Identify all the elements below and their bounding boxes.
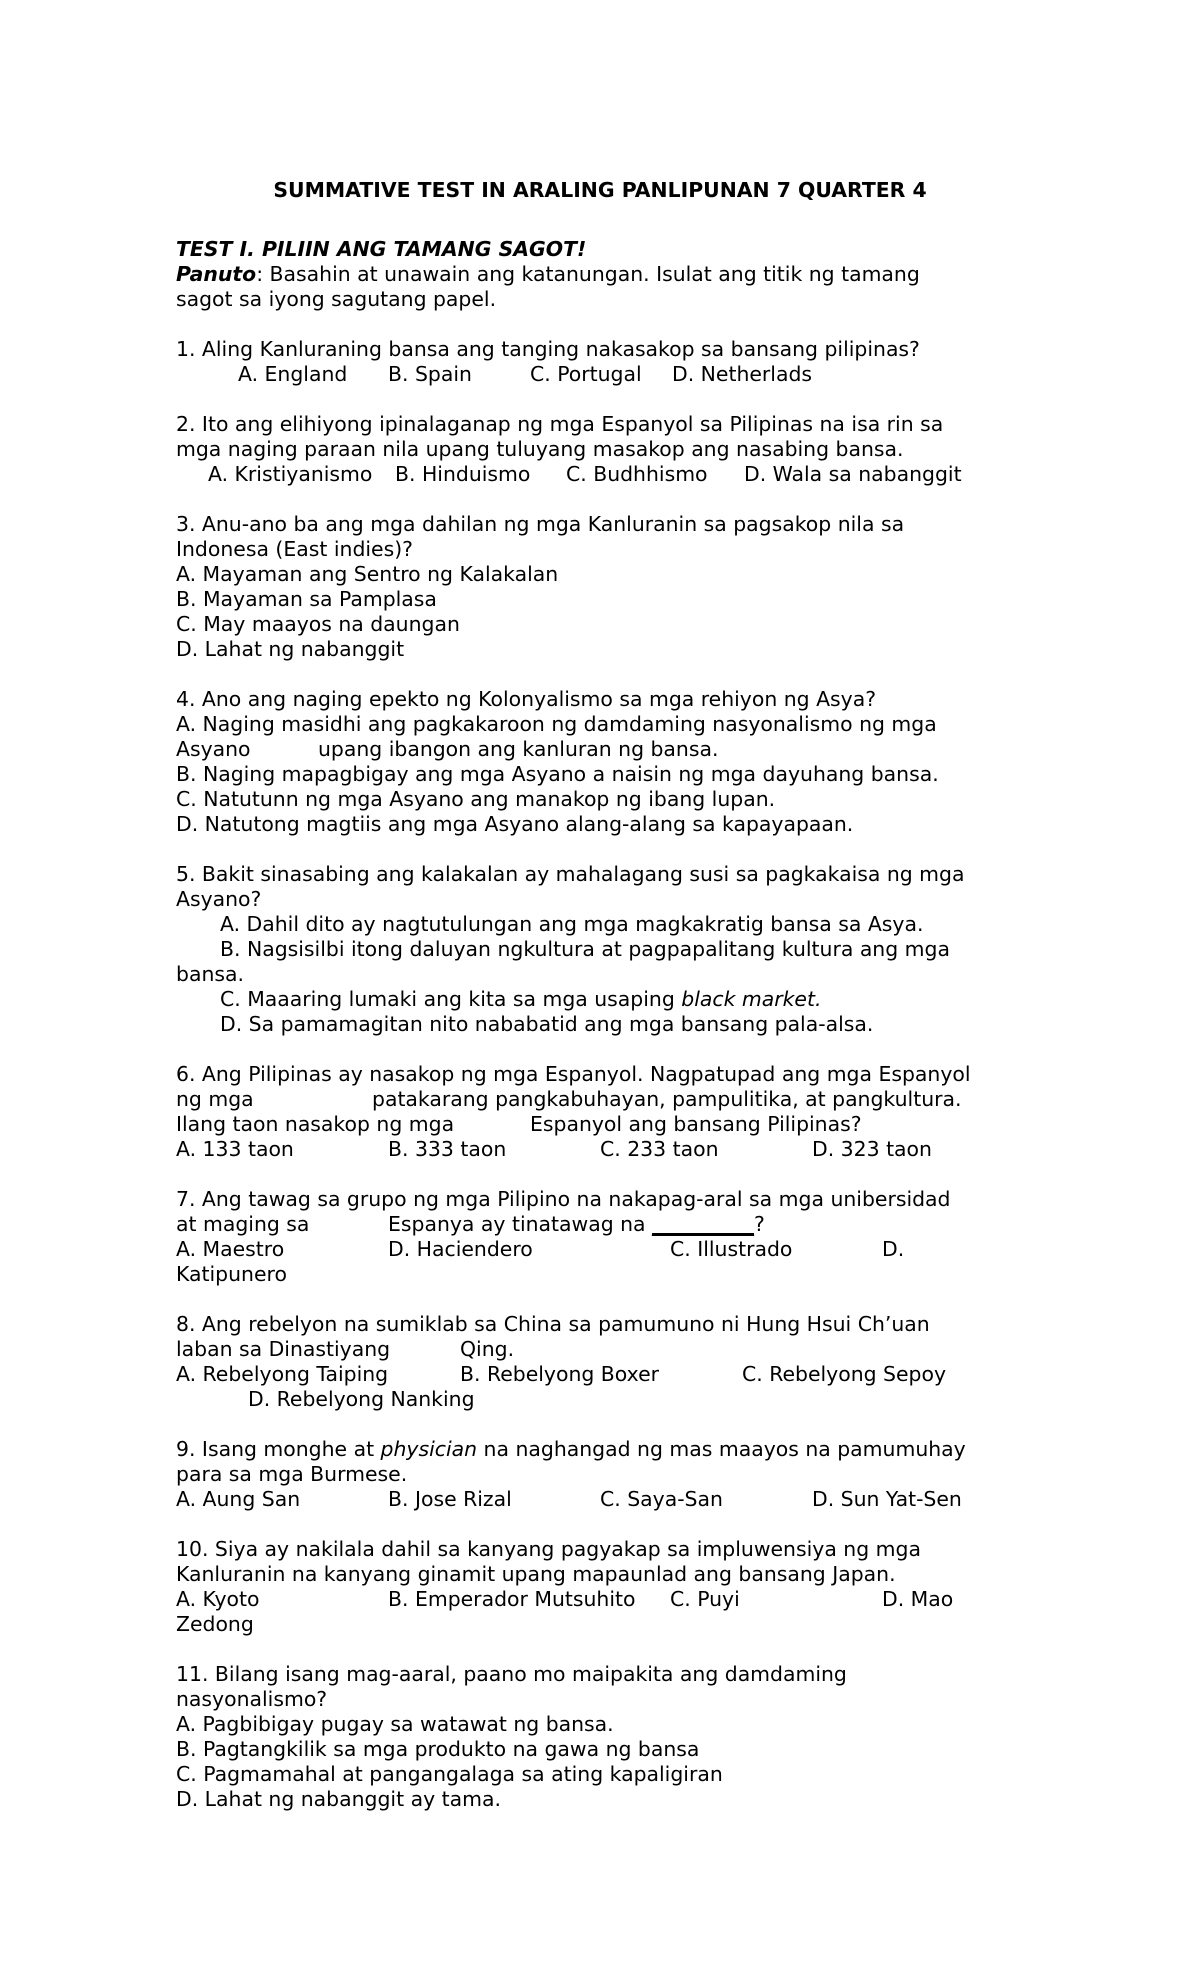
instruction-line-2: sagot sa iyong sagutang papel. [176,287,497,311]
question-8-line-2a: laban sa Dinastiyang [176,1337,391,1361]
q7-choice-d-haciendero: D. Haciendero [388,1237,533,1261]
q4-choice-a-line-1: A. Naging masidhi ang pagkakaroon ng damdaming nasyonalismo ng mga [176,712,937,736]
q9-text-italic: physician [380,1437,478,1461]
q10-choice-b: B. Emperador Mutsuhito [388,1587,636,1611]
q5-choice-b-line-1: B. Nagsisilbi itong daluyan ngkultura at pagpapalitang kultura ang mga [220,937,950,961]
q11-choice-c: C. Pagmamahal at pangangalaga sa ating kapaligiran [176,1762,723,1786]
q4-choice-d: D. Natutong magtiis ang mga Asyano alang-alang sa kapayapaan. [176,812,854,836]
q6-choice-c: C. 233 taon [600,1137,719,1161]
q5-choice-c-italic: black market. [681,987,822,1011]
q7-choice-d-label: D. [882,1237,905,1261]
q5-choice-a: A. Dahil dito ay nagtutulungan ang mga magkakratig bansa sa Asya. [220,912,924,936]
q3-choice-b: B. Mayaman sa Pamplasa [176,587,437,611]
q9-choice-c: C. Saya-San [600,1487,723,1511]
instruction-label: Panuto [176,262,257,286]
test-heading: TEST I. PILIIN ANG TAMANG SAGOT! [176,237,587,261]
question-6-line-1: 6. Ang Pilipinas ay nasakop ng mga Espanyol. Nagpatupad ang mga Espanyol [176,1062,971,1086]
q7-text: Espanya ay tinatawag na [388,1212,653,1236]
q8-choice-b: B. Rebelyong Boxer [460,1362,659,1386]
q8-choice-a: A. Rebelyong Taiping [176,1362,389,1386]
q1-choice-a: A. England [238,362,348,386]
q9-text-post: na naghangad ng mas maayos na pamumuhay [477,1437,966,1461]
q11-choice-d: D. Lahat ng nabanggit ay tama. [176,1787,501,1811]
instruction-line-1 [176,262,920,287]
question-2-line-1: 2. Ito ang elihiyong ipinalaganap ng mga Espanyol sa Pilipinas na isa rin sa [176,412,944,436]
q4-choice-c: C. Natutunn ng mga Asyano ang manakop ng ibang lupan. [176,787,776,811]
q7-choice-d-text: Katipunero [176,1262,287,1286]
q7-choice-c: C. Illustrado [670,1237,793,1261]
q11-choice-a: A. Pagbibigay pugay sa watawat ng bansa. [176,1712,614,1736]
q5-choice-d: D. Sa pamamagitan nito nababatid ang mga bansang pala-alsa. [220,1012,874,1036]
q10-choice-a: A. Kyoto [176,1587,260,1611]
q10-choice-c: C. Puyi [670,1587,740,1611]
q6-choice-d: D. 323 taon [812,1137,932,1161]
question-6-line-2a: ng mga [176,1087,254,1111]
question-8-line-2b: Qing. [460,1337,515,1361]
q6-choice-b: B. 333 taon [388,1137,507,1161]
question-6-line-2b: patakarang pangkabuhayan, pampulitika, at pangkultura. [372,1087,962,1111]
question-10-line-2: Kanluranin na kanyang ginamit upang mapaunlad ang bansang Japan. [176,1562,896,1586]
page-title: SUMMATIVE TEST IN ARALING PANLIPUNAN 7 QUARTER 4 [273,178,927,202]
q9-choice-a: A. Aung San [176,1487,301,1511]
q3-choice-c: C. May maayos na daungan [176,612,460,636]
q1-choice-c: C. Portugal [530,362,642,386]
q11-choice-b: B. Pagtangkilik sa mga produkto na gawa ng bansa [176,1737,700,1761]
q5-choice-b-line-2: bansa. [176,962,244,986]
q3-choice-a: A. Mayaman ang Sentro ng Kalakalan [176,562,559,586]
answer-blank: __________ [652,1212,754,1236]
q8-choice-d: D. Rebelyong Nanking [248,1387,475,1411]
question-6-line-3a: Ilang taon nasakop ng mga [176,1112,455,1136]
q4-choice-a-line-2b: upang ibangon ang kanluran ng bansa. [318,737,719,761]
question-6-line-3b: Espanyol ang bansang Pilipinas? [530,1112,862,1136]
instruction-text: : Basahin at unawain ang katanungan. Isulat ang titik ng tamang [256,262,920,286]
question-10-line-1: 10. Siya ay nakilala dahil sa kanyang pagyakap sa impluwensiya ng mga [176,1537,921,1561]
q2-choice-c: C. Budhhismo [566,462,708,486]
q9-choice-d: D. Sun Yat-Sen [812,1487,962,1511]
q1-choice-b: B. Spain [388,362,472,386]
question-1: 1. Aling Kanluraning bansa ang tanging nakasakop sa bansang pilipinas? [176,337,920,361]
q2-choice-a: A. Kristiyanismo [208,462,373,486]
q7-question-mark: ? [753,1212,765,1236]
q9-text-pre: 9. Isang monghe at [176,1437,381,1461]
question-3-line-1: 3. Anu-ano ba ang mga dahilan ng mga Kanluranin sa pagsakop nila sa [176,512,905,536]
question-4: 4. Ano ang naging epekto ng Kolonyalismo sa mga rehiyon ng Asya? [176,687,877,711]
question-5-line-2: Asyano? [176,887,262,911]
q1-choice-d: D. Netherlads [672,362,813,386]
q10-choice-d-line-2: Zedong [176,1612,254,1636]
q8-choice-c: C. Rebelyong Sepoy [742,1362,947,1386]
question-11-line-2: nasyonalismo? [176,1687,328,1711]
question-9-line-1 [176,1437,966,1462]
q7-choice-a: A. Maestro [176,1237,285,1261]
q5-choice-c [220,987,821,1012]
q3-choice-d: D. Lahat ng nabanggit [176,637,405,661]
q4-choice-b: B. Naging mapagbigay ang mga Asyano a naisin ng mga dayuhang bansa. [176,762,939,786]
question-2-line-2: mga naging paraan nila upang tuluyang masakop ang nasabing bansa. [176,437,904,461]
q2-choice-d: D. Wala sa nabanggit [744,462,962,486]
question-3-line-2: Indonesa (East indies)? [176,537,414,561]
q10-choice-d-line-1: D. Mao [882,1587,954,1611]
q9-choice-b: B. Jose Rizal [388,1487,512,1511]
question-7-line-2a: at maging sa [176,1212,310,1236]
question-7-line-1: 7. Ang tawag sa grupo ng mga Pilipino na nakapag-aral sa mga unibersidad [176,1187,951,1211]
q2-choice-b: B. Hinduismo [395,462,531,486]
question-8-line-1: 8. Ang rebelyon na sumiklab sa China sa pamumuno ni Hung Hsui Ch’uan [176,1312,930,1336]
question-11-line-1: 11. Bilang isang mag-aaral, paano mo maipakita ang damdaming [176,1662,847,1686]
q4-choice-a-line-2a: Asyano [176,737,251,761]
question-7-line-2b [388,1212,765,1237]
q5-choice-c-text: C. Maaaring lumaki ang kita sa mga usaping [220,987,682,1011]
question-5-line-1: 5. Bakit sinasabing ang kalakalan ay mahalagang susi sa pagkakaisa ng mga [176,862,965,886]
q6-choice-a: A. 133 taon [176,1137,294,1161]
question-9-line-2: para sa mga Burmese. [176,1462,408,1486]
